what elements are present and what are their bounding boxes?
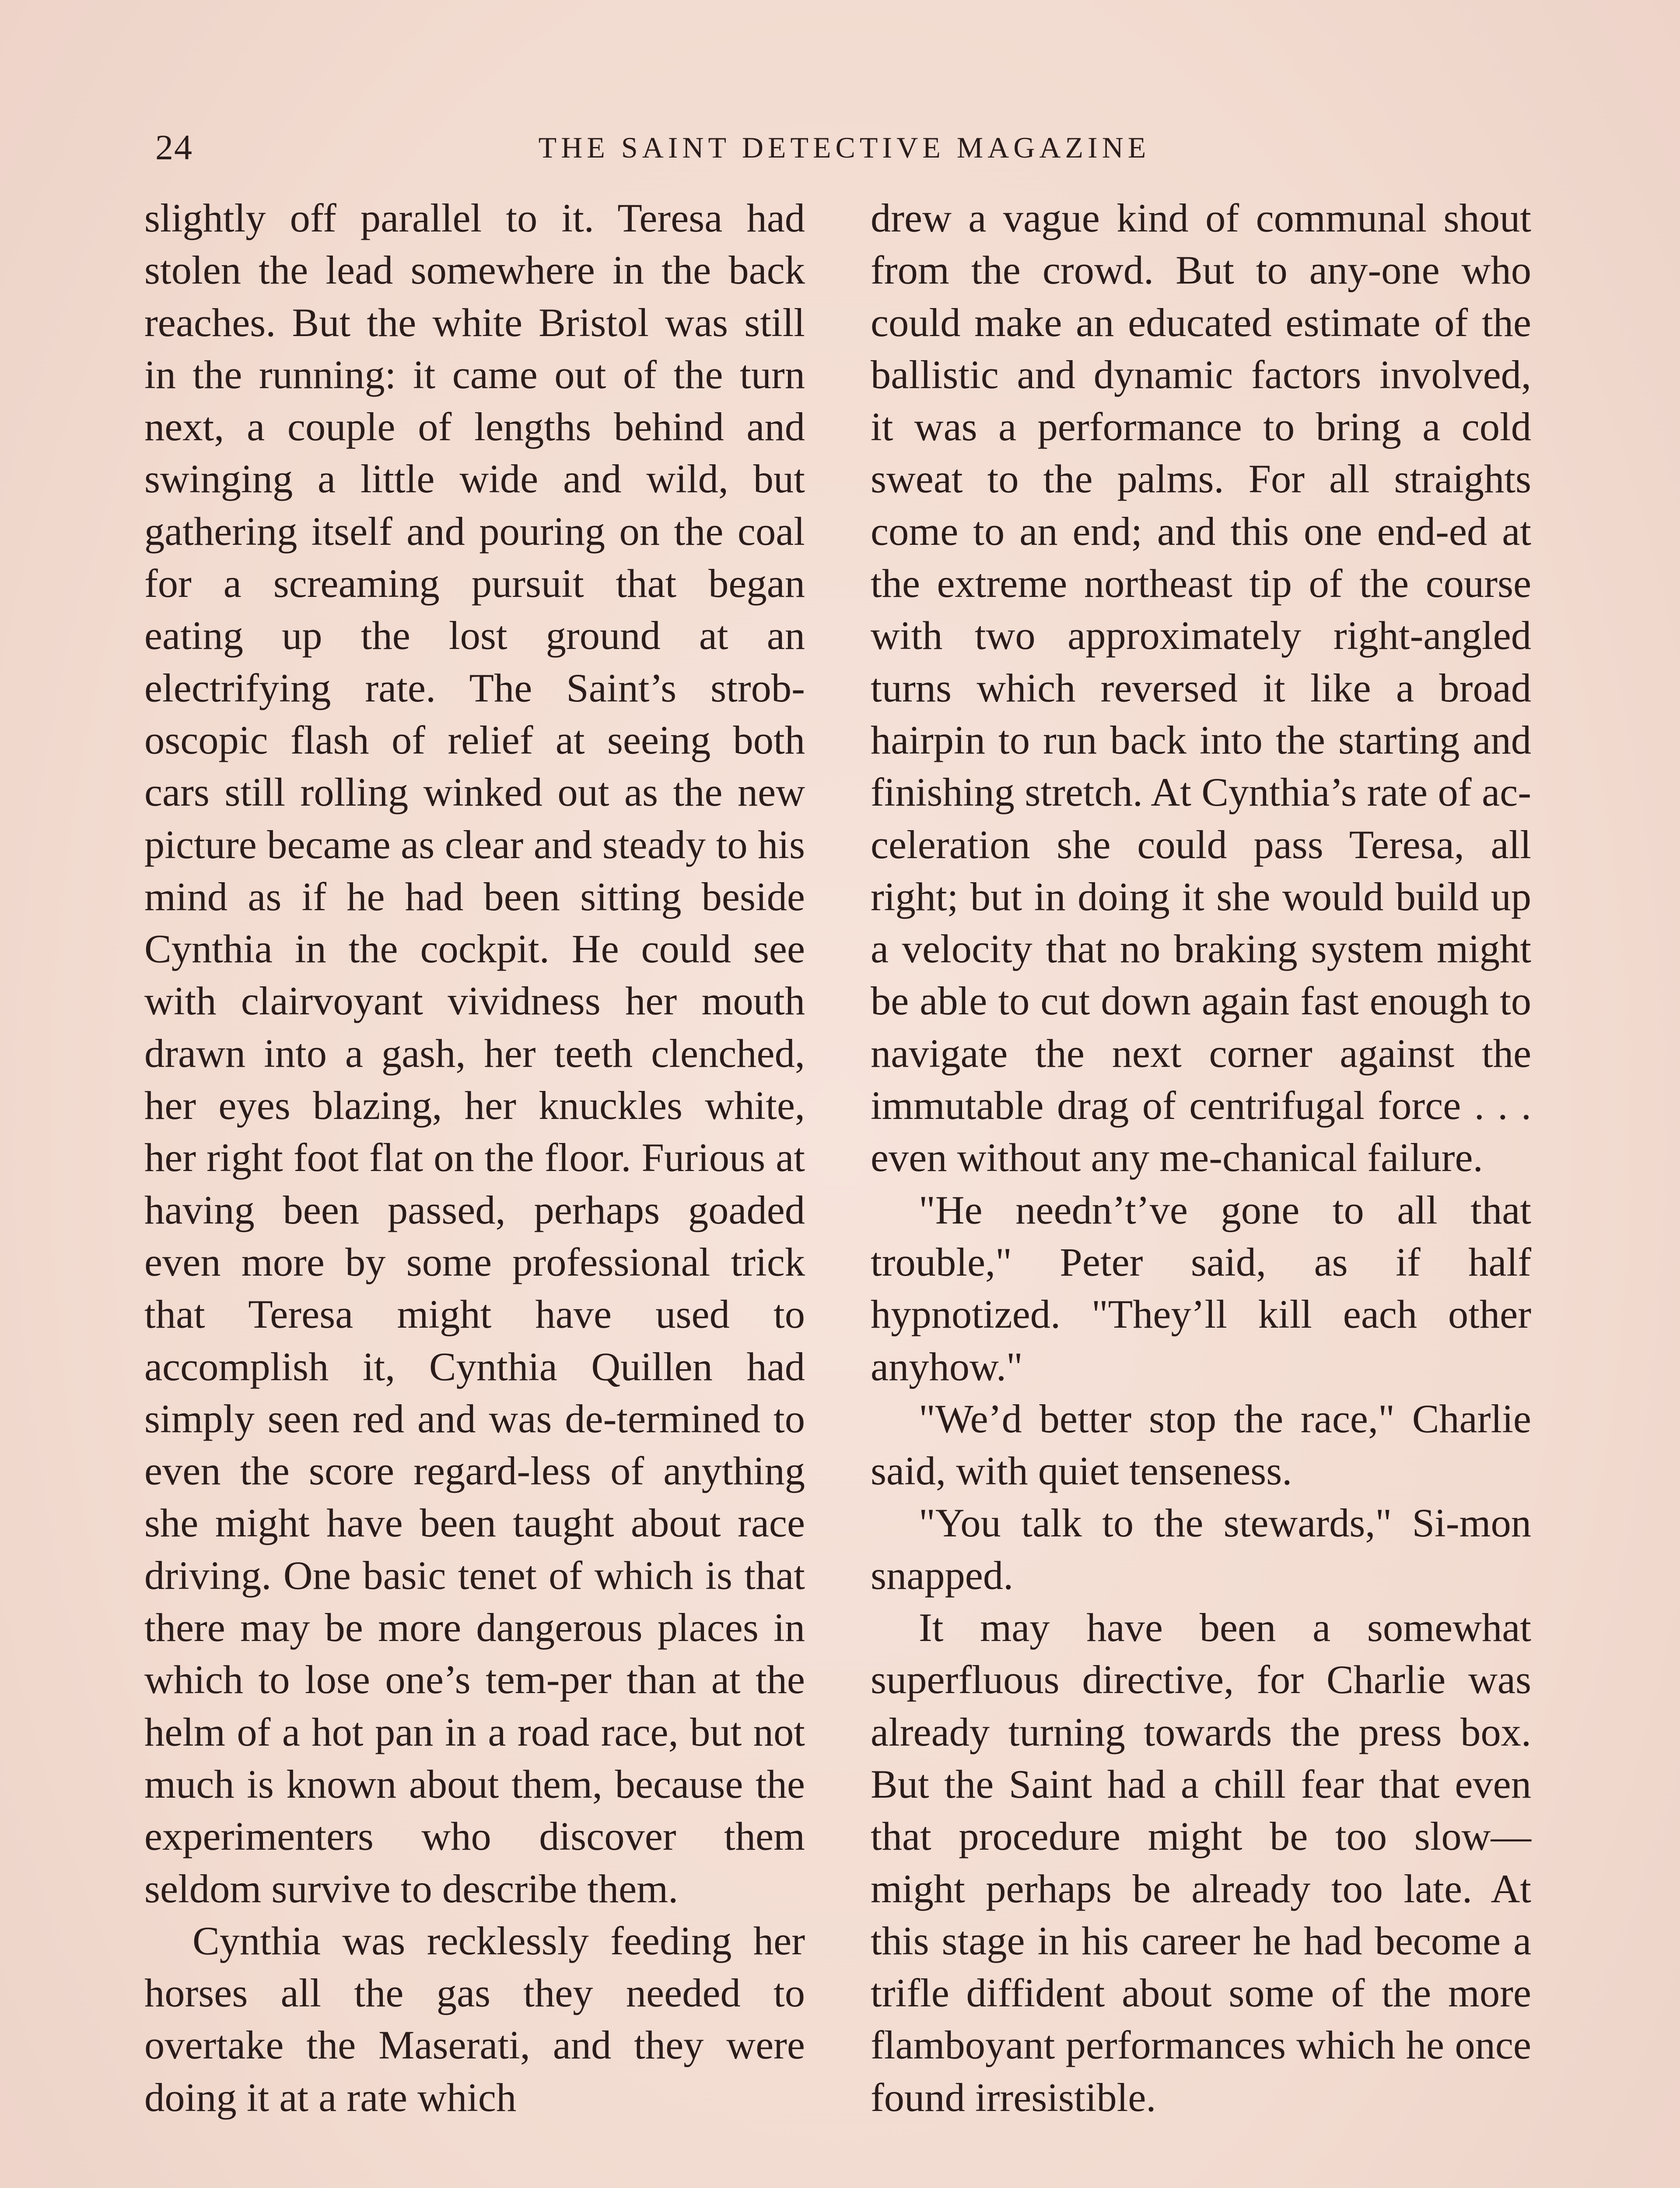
paragraph: slightly off parallel to it. Teresa had stolen the lead somewhere in the back reaches. But the white Bristol was still in the running: it came out of the turn next, a couple of lengths behind and swinging a little wide and wild, but gathering itself and pouring on the coal for a screaming pursuit that began eating up the lost ground at an electrifying rate. The Saint’s strob-oscopic flash of relief at seeing both cars still rolling winked out as the new picture became as clear and steady to his mind as if he had been sitting beside Cynthia in the cockpit. He could see with clairvoyant vividness her mouth drawn into a gash, her teeth clenched, her eyes blazing, her knuckles white, her right foot flat on the floor. Furious at having been passed, perhaps goaded even more by some professional trick that Teresa might have used to accomplish it, Cynthia Quillen had simply seen red and was de-termined to even the score regard-less of anything she might have been taught about race driving. One basic tenet of which is that there may be more dangerous places in which to lose one’s tem-per than at the helm of a hot pan in a road race, but not much is known about them, because the experimenters who discover them seldom survive to describe them. bbox=[144, 196, 805, 1911]
left-column bbox=[144, 193, 805, 2124]
paragraph: It may have been a somewhat superfluous directive, for Charlie was already turning towards the press box. But the Saint had a chill fear that even that procedure might be too slow—might perhaps be already too late. At this stage in his career he had become a trifle diffident about some of the more flamboyant performances which he once found irresistible. bbox=[871, 1606, 1531, 2120]
running-title: THE SAINT DETECTIVE MAGAZINE bbox=[538, 131, 1151, 164]
paragraph: drew a vague kind of communal shout from the crowd. But to any-one who could make an educated estimate of the ballistic and dynamic factors involved, it was a performance to bring a cold sweat to the palms. For all straights come to an end; and this one end-ed at the extreme northeast tip of the course with two approximately right-angled turns which reversed it like a broad hairpin to run back into the starting and finishing stretch. At Cynthia’s rate of ac-celeration she could pass Teresa, all right; but in doing it she would build up a velocity that no braking system might be able to cut down again fast enough to navigate the next corner against the immutable drag of centrifugal force . . . even without any me-chanical failure. bbox=[871, 196, 1531, 1181]
page-number: 24 bbox=[155, 127, 193, 167]
paragraph: "He needn’t’ve gone to all that trouble," Peter said, as if half hypnotized. "They’ll kill each other anyhow." bbox=[871, 1188, 1531, 1389]
paragraph: "We’d better stop the race," Charlie said, with quiet tenseness. bbox=[871, 1396, 1531, 1494]
paragraph: "You talk to the stewards," Si-mon snapped. bbox=[871, 1501, 1531, 1598]
page-header bbox=[155, 127, 1533, 179]
paragraph: Cynthia was recklessly feeding her horses all the gas they needed to overtake the Maserati, and they were doing it at a rate which bbox=[144, 1918, 805, 2120]
right-column bbox=[871, 193, 1531, 2124]
